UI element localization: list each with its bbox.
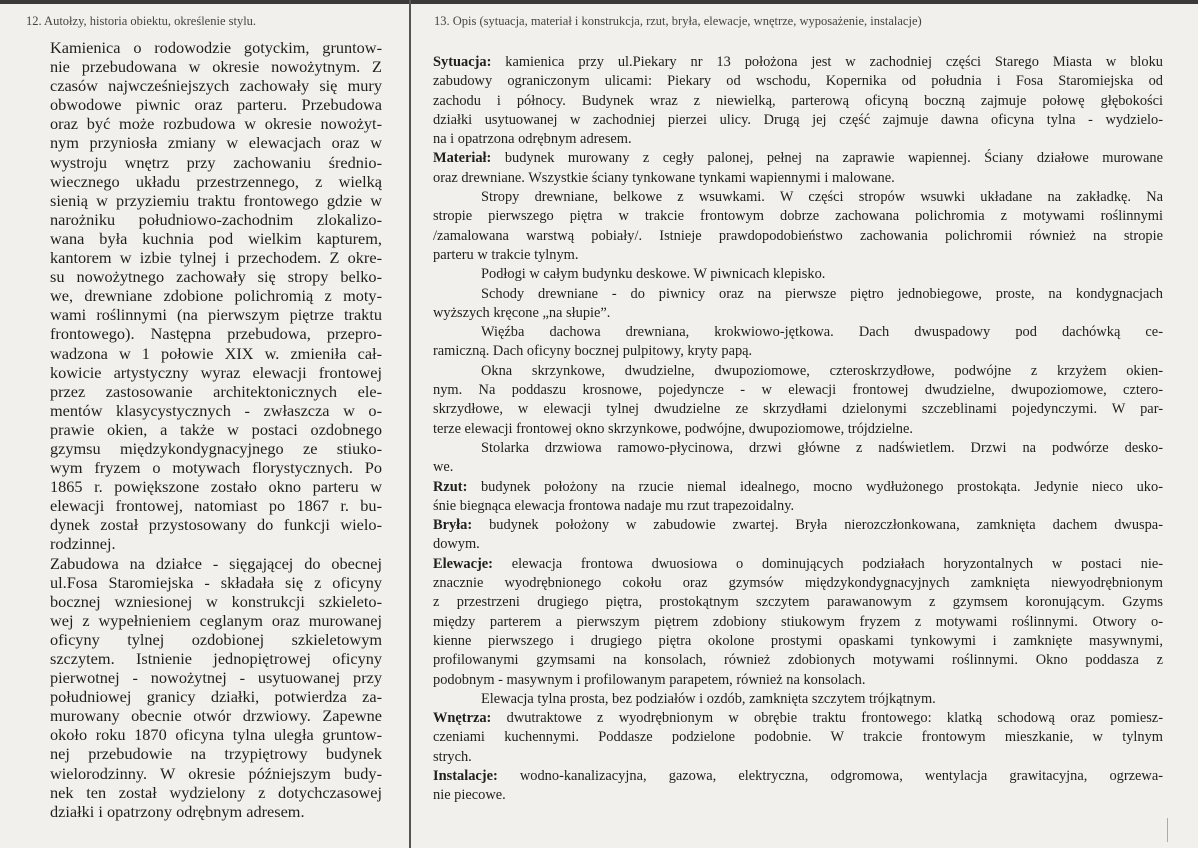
text-line [433, 748, 1163, 767]
section-label: Instalacje: [433, 767, 498, 784]
paragraph [433, 478, 1163, 517]
text-line [50, 57, 382, 76]
text-line [50, 630, 382, 649]
text-line [433, 400, 1163, 419]
line-text: oraz drewniane. Wszystkie ściany tynkowane tynkami wapiennymi i malowane. [433, 169, 895, 186]
line-text: murowany obecnie otwór drzwiowy. Zapewne [50, 706, 382, 726]
text-line [433, 304, 1163, 323]
line-text: nie piecowe. [433, 787, 506, 804]
text-line [50, 706, 382, 725]
line-text: rodzinnej. [50, 534, 116, 554]
text-line [433, 709, 1163, 728]
line-text: dynek został przystosowany do funkcji wielo- [50, 515, 382, 535]
text-line [433, 149, 1163, 168]
line-text: skrzydłowe, w elewacji tylnej dwudzielne ze skrzydłami dzielonymi szczeblinami pojedynczymi. W par- [433, 401, 1163, 418]
line-text: terze elewacji frontowej okno skrzynkowe, podwójne, dwupoziomowe, trójdzielne. [433, 420, 913, 437]
text-line [50, 783, 382, 802]
text-line [50, 363, 382, 382]
line-text: ul.Fosa Staromiejska - składała się z oficyny [50, 572, 382, 592]
line-text: kienne pierwszego i drugiego piętra okolone prostymi opaskami tynkowymi i zamknięte masywnymi, [433, 632, 1163, 649]
line-text: pierwotnej - nowożytnej - usytuowanej przy [50, 668, 382, 688]
line-text: prawie okien, a także w postaci ozdobnego [50, 419, 382, 439]
paragraph [433, 285, 1163, 324]
line-text: śnie biegnąca elewacja frontowa nadaje mu rzut trapezoidalny. [433, 497, 795, 514]
text-line [433, 439, 1163, 458]
section-label: Rzut: [433, 478, 468, 495]
text-line [50, 95, 382, 114]
text-line [50, 515, 382, 534]
text-line [433, 767, 1163, 786]
line-text: bocznej wzniesionej w konstrukcji szkieleto- [50, 591, 382, 611]
column-divider [409, 0, 411, 848]
text-line [50, 687, 382, 706]
line-text: wadzona w 1 połowie XIX w. zmieniła cał- [50, 343, 382, 363]
text-line [433, 478, 1163, 497]
history-column [50, 38, 382, 821]
paragraph [433, 767, 1163, 806]
line-text: narożniku południowo-zachodnim zlokalizo- [50, 209, 382, 229]
text-line [433, 786, 1163, 805]
text-line [433, 227, 1163, 246]
line-text: nym. Na poddaszu krosnowe, pojedyncze - w elewacji frontowej dwudzielne, dwupoziomowe, cztero- [433, 382, 1163, 399]
line-text: oficyny tylnej ozdobionej szkieletowym [50, 629, 382, 649]
text-line [50, 725, 382, 744]
text-line [433, 420, 1163, 439]
text-line [50, 267, 382, 286]
text-line [433, 671, 1163, 690]
line-text: nej przebudowie na trzypiętrowy budynek [50, 744, 382, 764]
text-line [50, 229, 382, 248]
paragraph [433, 149, 1163, 188]
line-text: kowicie artystyczny wyraz elewacji frontowej [50, 362, 382, 382]
line-text: szczytem. Istnienie jednopiętrowej oficyny [50, 649, 382, 668]
line-text: Kamienica o rodowodzie gotyckim, gruntow- [50, 38, 382, 57]
paragraph [433, 188, 1163, 265]
line-text: frontowego). Następna przebudowa, przepro- [50, 324, 382, 344]
text-line [433, 188, 1163, 207]
text-line [50, 802, 382, 821]
line-text: podobnym - masywnym i profilowanym parapetem, również na konsolach. [433, 671, 866, 688]
line-text: kamienica przy ul.Piekary nr 13 położona jest w zachodniej części Starego Miasta w bloku [491, 54, 1163, 70]
line-text: Elewacja tylna prosta, bez podziałów i ozdób, zamknięta szczytem trójkątnym. [481, 690, 936, 707]
text-line [50, 324, 382, 343]
section-label: Wnętrza: [433, 710, 492, 727]
line-text: ramiczną. Dach oficyny bocznej pulpitowy, kryty papą. [433, 343, 753, 360]
line-text: nym przyniosła zmiany w elewacjach oraz w [50, 133, 382, 153]
text-line [50, 668, 382, 687]
paragraph [433, 53, 1163, 149]
text-line [433, 555, 1163, 574]
text-line [50, 382, 382, 401]
text-line [433, 111, 1163, 130]
line-text: obwodowe piwnic oraz parteru. Przebudowa [50, 95, 382, 115]
line-text: elewacji frontowej, natomiast po 1867 r. bu- [50, 496, 382, 516]
paragraph [433, 709, 1163, 767]
paragraph [433, 555, 1163, 690]
text-line [50, 764, 382, 783]
text-line [50, 210, 382, 229]
line-text: kantorem w izbie tylnej i przechodem. Z okre- [50, 248, 382, 268]
text-line [433, 169, 1163, 188]
text-line [433, 53, 1163, 72]
text-line [50, 534, 382, 553]
text-line [50, 649, 382, 668]
line-text: z przestrzeni drugiego piętra, prostokątnym szczytem parawanowym z gzymsem koronującym. Gzyms [433, 594, 1163, 611]
paragraph [433, 439, 1163, 478]
paragraph [50, 38, 382, 554]
text-line [433, 381, 1163, 400]
section-label: Elewacje: [433, 555, 493, 572]
text-line [50, 573, 382, 592]
line-text: wystroju wnętrz przy zachowaniu średnio- [50, 152, 382, 172]
line-text: parteru w trakcie tylnym. [433, 246, 579, 263]
text-line [433, 728, 1163, 747]
text-line [50, 458, 382, 477]
text-line [50, 496, 382, 515]
text-line [50, 248, 382, 267]
text-line [50, 38, 382, 57]
section-label: Materiał: [433, 150, 492, 167]
section-13-heading: 13. Opis (sytuacja, materiał i konstrukcja, rzut, bryła, elewacje, wnętrze, wyposażenie, instalacje) [434, 14, 922, 28]
line-text: mentów klasycystycznych - zwłaszcza w o- [50, 400, 382, 420]
section-12-heading: 12. Autołzy, historia obiektu, określenie stylu. [26, 14, 257, 28]
line-text: su nowożytnego zachowały się stropy belko- [50, 267, 382, 287]
text-line [433, 535, 1163, 554]
scan-top-edge [0, 0, 1198, 4]
line-text: czasów najwcześniejszych zachowały się mury [50, 76, 382, 96]
line-text: wielorodzinny. W okresie późniejszym budy- [50, 763, 382, 783]
section-label: Sytuacja: [433, 54, 492, 70]
line-text: Stolarka drzwiowa ramowo-płycinowa, drzwi główne z nadświetlem. Drzwi na podwórze desko- [481, 439, 1163, 456]
text-line [433, 497, 1163, 516]
line-text: wami roślinnymi (na pierwszym piętrze traktu [50, 305, 382, 325]
line-text: zachodu i północy. Budynek wraz z niewielką, parterową oficyną boczną zajmuje połowę głębokości [433, 92, 1163, 109]
line-text: wym fryzem o motywach florystycznych. Po [50, 458, 382, 478]
text-line [433, 690, 1163, 709]
line-text: wyższych kręcone „na słupie”. [433, 304, 611, 321]
line-text: działki usytuowanej w zachodniej pierzei ulicy. Drugą jej część zajmuje dawna oficyna tylna - wydzielo- [433, 111, 1163, 128]
line-text: gzymsu międzykondygnacyjnego ze stiuko- [50, 438, 382, 458]
line-text: nie przebudowana w okresie nowożytnym. Z [50, 57, 382, 77]
line-text: czeniami kuchennymi. Poddasze podzielone podobnie. W trakcie frontowym mieszkanie, w tylnym [433, 729, 1163, 746]
line-text: działki i opatrzony odrębnym adresem. [50, 801, 305, 821]
paragraph [433, 323, 1163, 362]
line-text: dowym. [433, 536, 480, 553]
line-text: wana była kuchnia pod wielkim kapturem, [50, 228, 382, 248]
text-line [433, 246, 1163, 265]
line-text: Okna skrzynkowe, dwudzielne, dwupoziomowe, czteroskrzydłowe, podwójne z krzyżem okien- [481, 362, 1163, 379]
line-text: przez zastosowanie architektonicznych ele- [50, 381, 382, 401]
text-line [50, 153, 382, 172]
text-line [50, 114, 382, 133]
line-text: we, drewniane zdobione polichromią z moty- [50, 286, 382, 306]
paragraph [433, 265, 1163, 284]
text-line [50, 191, 382, 210]
line-text: znacznie wyodrębnionego cokołu oraz gzymsów międzykondygnacyjnych zamknięta niewyodrębnionym [433, 575, 1163, 592]
text-line [50, 744, 382, 763]
paragraph [433, 362, 1163, 439]
line-text: na i opatrzona odrębnym adresem. [433, 131, 632, 148]
text-line [433, 265, 1163, 284]
text-line [433, 362, 1163, 381]
text-line [50, 344, 382, 363]
line-text: Podłogi w całym budynku deskowe. W piwnicach klepisko. [481, 266, 826, 283]
line-text: we. [433, 459, 454, 476]
description-column [433, 53, 1163, 806]
text-line [433, 651, 1163, 670]
line-text: strych. [433, 748, 472, 765]
line-text: budynek położony w zabudowie zwartej. Bryła nierozczłonkowana, zamknięta dachem dwuspa- [472, 517, 1163, 534]
text-line [433, 285, 1163, 304]
line-text: wodno-kanalizacyjna, gazowa, elektryczna, odgromowa, wentylacja grawitacyjna, ogrzewa- [497, 767, 1163, 784]
line-text: sienią w przyziemiu traktu frontowego gdzie w [50, 190, 382, 210]
line-text: Więźba dachowa drewniana, krokwiowo-jętkowa. Dach dwuspadowy pod dachówką ce- [481, 324, 1163, 341]
line-text: Stropy drewniane, belkowe z wsuwkami. W części stropów wsuwki układane na zakładkę. Na [481, 189, 1163, 206]
text-line [433, 92, 1163, 111]
text-line [433, 342, 1163, 361]
paragraph [50, 554, 382, 821]
text-line [50, 420, 382, 439]
text-line [433, 323, 1163, 342]
line-text: elewacja frontowa dwuosiowa o dominujących podziałach horyzontalnych w postaci nie- [492, 555, 1163, 572]
text-line [50, 554, 382, 573]
text-line [433, 130, 1163, 149]
line-text: profilowanymi gzymsami na konsolach, również zdobionych motywami roślinnymi. Okno poddasza z [433, 652, 1163, 669]
line-text: budynek murowany z cegły palonej, pełnej na zaprawie wapiennej. Ściany działowe murowane [491, 150, 1163, 167]
line-text: Zabudowa na działce - sięgającej do obecnej [50, 553, 382, 573]
text-line [50, 439, 382, 458]
text-line [50, 592, 382, 611]
text-line [433, 574, 1163, 593]
line-text: oraz być może rozbudowa w okresie nowożyt- [50, 114, 382, 134]
text-line [50, 76, 382, 95]
paragraph [433, 516, 1163, 555]
text-line [50, 305, 382, 324]
line-text: Schody drewniane - do piwnicy oraz na pierwsze piętro jednobiegowe, proste, na kondygnacjach [481, 285, 1163, 302]
line-text: zabudowy ograniczonym ulicami: Piekary od wschodu, Kopernika od południa i Fosa Staromiejska od [433, 73, 1163, 90]
line-text: południowej granicy działki, potwierdza za- [50, 687, 382, 707]
text-line [50, 172, 382, 191]
line-text: między parterem a pierwszym piętrem zdobiony stiukowym fryzem z motywami roślinnymi. Otwory o- [433, 613, 1163, 630]
text-line [50, 477, 382, 496]
line-text: wej z wypełnieniem ceglanym oraz murowanej [50, 610, 382, 630]
text-line [433, 207, 1163, 226]
line-text: nek ten został wydzielony z dotychczasowej [50, 782, 382, 802]
text-line [433, 458, 1163, 477]
text-line [433, 593, 1163, 612]
line-text: budynek położony na rzucie niemal idealnego, mocno wydłużonego prostokąta. Jedynie nieco uko- [467, 478, 1163, 495]
scan-mark [1167, 818, 1168, 842]
text-line [50, 611, 382, 630]
text-line [50, 401, 382, 420]
section-label: Bryła: [433, 517, 473, 534]
paragraph [433, 690, 1163, 709]
text-line [433, 72, 1163, 91]
line-text: wiecznego układu przestrzennego, z wielką [50, 171, 382, 191]
text-line [433, 516, 1163, 535]
text-line [433, 632, 1163, 651]
line-text: około roku 1870 oficyna tylna uległa gruntow- [50, 725, 382, 745]
text-line [433, 613, 1163, 632]
text-line [50, 133, 382, 152]
line-text: 1865 r. powiększone zostało okno parteru w [50, 477, 382, 497]
line-text: /zamalowana warstwą pobiały/. Istnieje prawdopodobieństwo zachowania polichromii również na stropie [433, 227, 1163, 244]
line-text: stropie pierwszego piętra w trakcie frontowym dobrze zachowana polichromia z motywami roślinnymi [433, 208, 1163, 225]
line-text: dwutraktowe z wyodrębnionym w obrębie traktu frontowego: klatką schodową oraz pomiesz- [491, 710, 1163, 727]
text-line [50, 286, 382, 305]
